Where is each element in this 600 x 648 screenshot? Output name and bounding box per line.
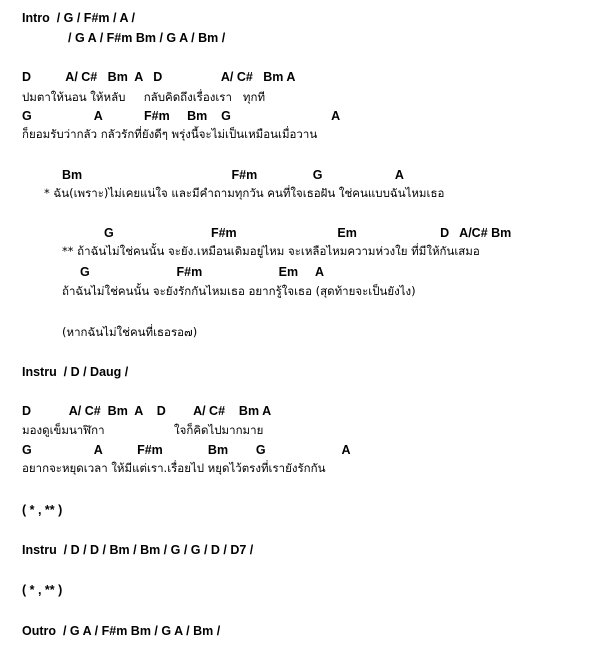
intro-line-2: / G A / F#m Bm / G A / Bm / bbox=[68, 31, 226, 45]
repeat-marker-2: ( * , ** ) bbox=[22, 583, 63, 597]
chorus1-chords-1: Bm F#m G A bbox=[62, 168, 404, 182]
repeat-marker-1: ( * , ** ) bbox=[22, 503, 63, 517]
verse2-lyric-1: มองดูเข็มนาฬิกา ใจก็คิดไปมากมาย bbox=[22, 423, 264, 437]
chorus2-chords-2: G F#m Em A bbox=[80, 265, 325, 279]
verse2-chords-2: G A F#m Bm G A bbox=[22, 443, 351, 457]
instrumental-2: Instru / D / D / Bm / Bm / G / G / D / D7 / bbox=[22, 543, 254, 557]
intro-line-1: Intro / G / F#m / A / bbox=[22, 11, 135, 25]
verse1-chords-1: D A/ C# Bm A D A/ C# Bm A bbox=[22, 70, 296, 84]
chorus2-lyric-2: ถ้าฉันไม่ใช่คนนั้น จะยังรักกันไหมเธอ อยากรู้ใจเธอ (สุดท้ายจะเป็นยังไง) bbox=[62, 284, 416, 298]
verse1-lyric-1: ปมตาให้นอน ให้หลับ กลับคิดถึงเรื่องเรา ทุกที bbox=[22, 90, 266, 104]
instrumental-1: Instru / D / Daug / bbox=[22, 365, 129, 379]
outro-line: Outro / G A / F#m Bm / G A / Bm / bbox=[22, 624, 221, 638]
chorus1-lyric-1: * ฉัน(เพราะ)ไม่เคยแน่ใจ และมีคำถามทุกวัน คนที่ใจเธอฝัน ใช่คนแบบฉันไหมเธอ bbox=[44, 186, 445, 200]
verse2-chords-1: D A/ C# Bm A D A/ C# Bm A bbox=[22, 404, 272, 418]
verse1-chords-2: G A F#m Bm G A bbox=[22, 109, 341, 123]
chorus2-chords-1: G F#m Em D A/C# Bm bbox=[104, 226, 512, 240]
chorus2-note: (หากฉันไม่ใช่คนที่เธอรอ๗) bbox=[62, 325, 198, 339]
verse1-lyric-2: ก็ยอมรับว่ากลัว กลัวรักที่ยังดีๆ พรุ่งนี้จะไม่เป็นเหมือนเมื่อวาน bbox=[22, 127, 318, 141]
chorus2-lyric-1: ** ถ้าฉันไม่ใช่คนนั้น จะยัง.เหมือนเดิมอยู่ไหม จะเหลือไหมความห่วงใย ที่มีให้กันเสมอ bbox=[62, 244, 480, 258]
verse2-lyric-2: อยากจะหยุดเวลา ให้มีแต่เรา.เรื่อยไป หยุดไว้ตรงที่เรายังรักกัน bbox=[22, 461, 326, 475]
